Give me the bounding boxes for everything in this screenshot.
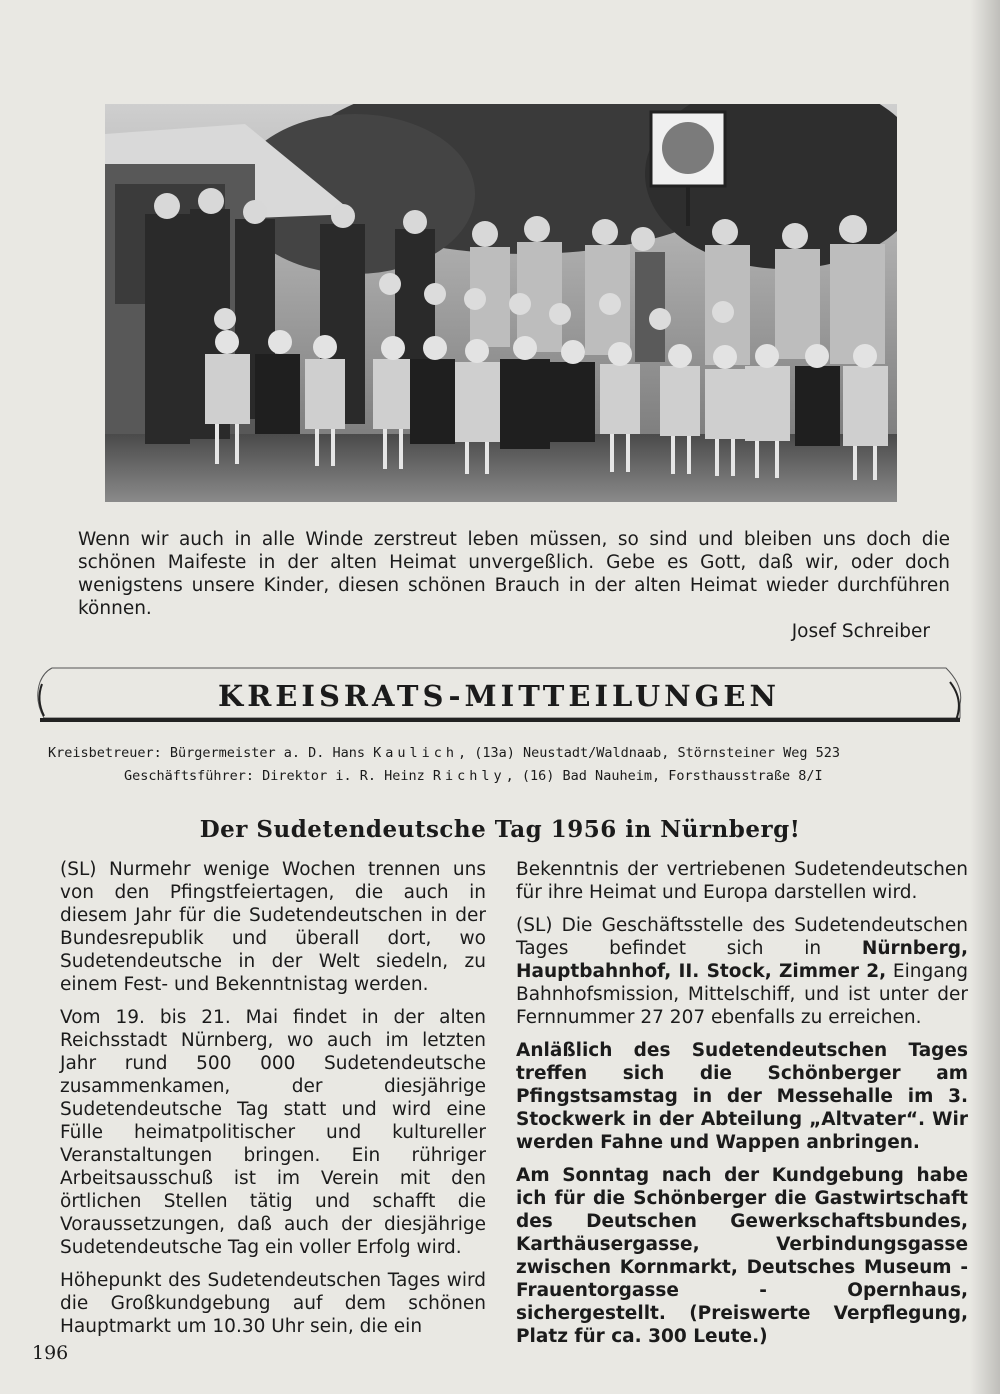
contact-block (48, 742, 953, 788)
contact-line2-prefix: Geschäftsführer: Direktor i. R. Heinz (124, 768, 425, 784)
page-number: 196 (32, 1342, 69, 1364)
left-paragraph-3: Höhepunkt des Sudetendeutschen Tages wird die Großkundgebung auf dem schönen Hauptmarkt um 10.30 Uhr sein, die ein (60, 1270, 486, 1337)
photo-caption (78, 528, 950, 643)
right-paragraph-3: Anläßlich des Sudetendeutschen Tages treffen sich die Schönberger am Pfingstsamstag in der Messehalle im 3. Stockwerk in der Abteilung „Altvater“. Wir werden Fahne und Wappen anbringen. (516, 1040, 968, 1153)
right-paragraph-2-start: (SL) Die Geschäftsstelle des Sudetendeutschen Tages befindet sich in (516, 915, 968, 959)
contact-line-kreisbetreuer (48, 742, 953, 765)
section-banner (34, 664, 964, 728)
contact-line-geschaeftsfuehrer (48, 765, 953, 788)
contact-line1-suffix: , (13a) Neustadt/Waldnaab, Störnsteiner Weg 523 (458, 745, 841, 761)
right-paragraph-4: Am Sonntag nach der Kundgebung habe ich für die Schönberger die Gastwirtschaft des Deutschen Gewerkschaftsbundes, Karthäusergasse, Verbindungsgasse zwischen Kornmarkt, Deutsches Museum - Frauentorgasse - Opernhaus, sichergestellt. (Preiswerte Verpflegung, Platz für ca. 300 Leute.) (516, 1165, 968, 1347)
caption-signature: Josef Schreiber (791, 621, 930, 642)
article-left-column (60, 858, 486, 1348)
right-paragraph-1: Bekenntnis der vertriebenen Sudetendeutschen für ihre Heimat und Europa darstellen wird. (516, 859, 968, 903)
right-paragraph-2-bold: Nürnberg, Hauptbahnhof, II. Stock, Zimmer 2, (516, 938, 968, 982)
left-paragraph-2: Vom 19. bis 21. Mai findet in der alten Reichsstadt Nürnberg, wo auch im letzten Jahr rund 500 000 Sudetendeutsche zusammenkamen, der diesjährige Sudetendeutsche Tag statt und wird eine Fülle heimatpolitischer und kultureller Veranstaltungen bringen. Ein rühriger Arbeitsausschuß ist im Verein mit den örtlichen Stellen tätig und schafft die Voraussetzungen, daß auch der diesjährige Sudetendeutsche Tag ein voller Erfolg wird. (60, 1007, 486, 1258)
article-headline: Der Sudetendeutsche Tag 1956 in Nürnberg! (199, 816, 801, 843)
article-right-column (516, 858, 968, 1358)
group-photo (105, 104, 897, 502)
contact-line1-prefix: Kreisbetreuer: Bürgermeister a. D. Hans (48, 745, 365, 761)
contact-line2-suffix: , (16) Bad Nauheim, Forsthausstraße 8/I (505, 768, 823, 784)
section-title: KREISRATS-MITTEILUNGEN (218, 679, 780, 713)
contact-line1-name: Kaulich (373, 745, 459, 761)
left-paragraph-1: (SL) Nurmehr wenige Wochen trennen uns von den Pfingstfeiertagen, die auch in diesem Jahr für die Sudetendeutschen in der Bundesrepublik und überall dort, wo Sudetendeutsche in der Welt siedeln, zu einem Fest- und Bekenntnistag werden. (60, 859, 486, 995)
right-paragraph-2 (516, 914, 968, 1029)
page-edge-shadow (970, 0, 1000, 1394)
contact-line2-name: Richly (432, 768, 506, 784)
group-photo-icon (105, 104, 897, 502)
caption-text: Wenn wir auch in alle Winde zerstreut leben müssen, so sind und bleiben uns doch die schönen Maifeste in der alten Heimat unvergeßlich. Gebe es Gott, daß wir, oder doch wenigstens unsere Kinder, diesen schönen Brauch in der alten Heimat wieder durchführen können. (78, 529, 950, 619)
right-paragraph-2-end: Eingang Bahnhofsmission, Mittelschiff, und ist unter der Fernnummer 27 207 ebenfalls zu erreichen. (516, 961, 969, 1028)
